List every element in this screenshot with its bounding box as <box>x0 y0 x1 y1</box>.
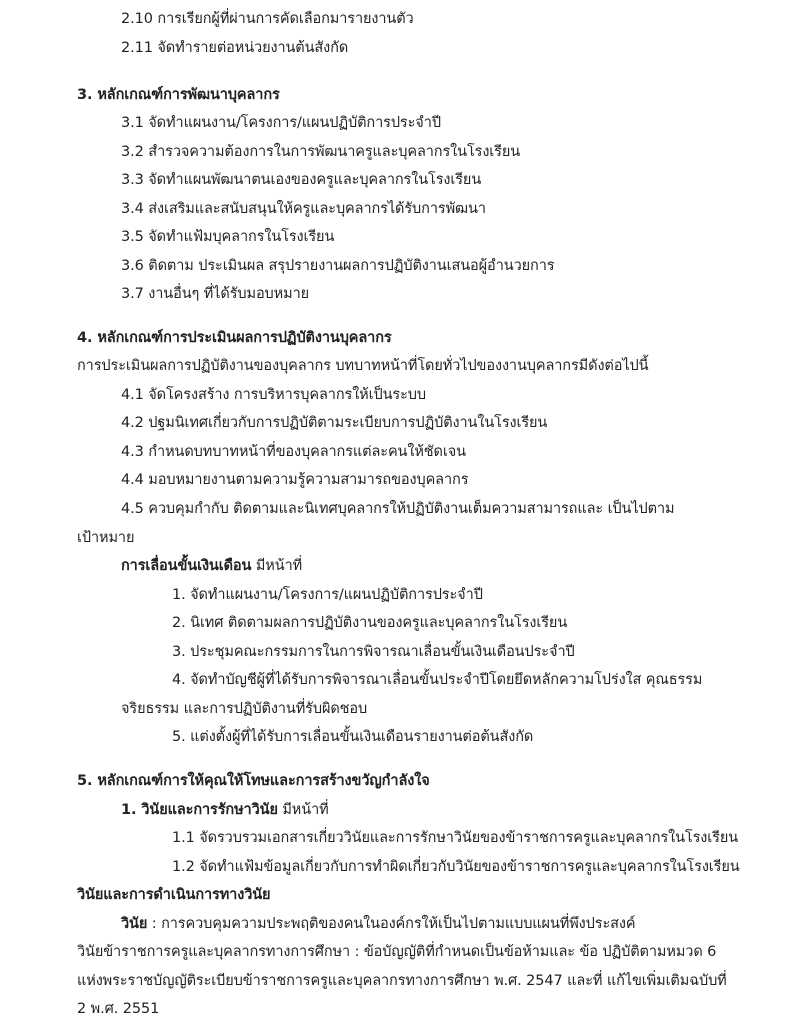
list-item: 4. จัดทำบัญชีผู้ที่ได้รับการพิจารณาเลื่อนขั้นประจำปีโดยยึดหลักความโปร่งใส คุณธรรม <box>172 672 703 688</box>
list-item: 2.10 การเรียกผู้ที่ผ่านการคัดเลือกมารายงานตัว <box>121 11 414 27</box>
list-item: 4.1 จัดโครงสร้าง การบริหารบุคลากรให้เป็นระบบ <box>121 387 426 403</box>
section-heading: วินัยและการดำเนินการทางวินัย <box>77 887 271 903</box>
list-item: 3. ประชุมคณะกรรมการในการพิจารณาเลื่อนขั้นเงินเดือนประจำปี <box>172 644 575 660</box>
list-item: 4.3 กำหนดบทบาทหน้าที่ของบุคลากรแต่ละคนให้ชัดเจน <box>121 444 466 460</box>
section-heading: 5. หลักเกณฑ์การให้คุณให้โทษและการสร้างขวัญกำลังใจ <box>77 773 430 789</box>
list-item: 3.7 งานอื่นๆ ที่ได้รับมอบหมาย <box>121 286 310 302</box>
list-item: 1.1 จัดรวบรวมเอกสารเกี่ยววินัยและการรักษาวินัยของข้าราชการครูและบุคลากรในโรงเรียน <box>172 830 739 846</box>
list-item: 1. จัดทำแผนงาน/โครงการ/แผนปฏิบัติการประจำปี <box>172 587 483 603</box>
list-item: 3.3 จัดทำแผนพัฒนาตนเองของครูและบุคลากรในโรงเรียน <box>121 172 482 188</box>
list-item: 5. แต่งตั้งผู้ที่ได้รับการเลื่อนขั้นเงินเดือนรายงานต่อต้นสังกัด <box>172 729 534 745</box>
list-item: 3.5 จัดทำแฟ้มบุคลากรในโรงเรียน <box>121 229 335 245</box>
list-item-continuation: จริยธรรม และการปฏิบัติงานที่รับผิดชอบ <box>121 701 368 717</box>
list-item: 4.2 ปฐมนิเทศเกี่ยวกับการปฏิบัติตามระเบียบการปฏิบัติงานในโรงเรียน <box>121 415 548 431</box>
section-heading: 3. หลักเกณฑ์การพัฒนาบุคลากร <box>77 87 280 103</box>
list-item: 3.6 ติดตาม ประเมินผล สรุปรายงานผลการปฏิบัติงานเสนอผู้อำนวยการ <box>121 258 555 274</box>
list-item: 2. นิเทศ ติดตามผลการปฏิบัติงานของครูและบุคลากรในโรงเรียน <box>172 615 568 631</box>
subsection-title: การเลื่อนขั้นเงินเดือน <box>121 558 252 574</box>
list-item: 3.1 จัดทำแผนงาน/โครงการ/แผนปฏิบัติการประจำปี <box>121 115 441 131</box>
paragraph: 2 พ.ศ. 2551 <box>77 1001 160 1017</box>
subsection-suffix: มีหน้าที่ <box>251 558 303 574</box>
definition <box>121 914 635 934</box>
paragraph: วินัยข้าราชการครูและบุคลากรทางการศึกษา : ข้อบัญญัติที่กำหนดเป็นข้อห้ามและ ข้อ ปฏิบัติตามหมวด 6 <box>77 944 717 960</box>
subsection-suffix: มีหน้าที่ <box>277 802 329 818</box>
list-item-continuation: เป้าหมาย <box>77 530 135 546</box>
list-item: 3.2 สำรวจความต้องการในการพัฒนาครูและบุคลากรในโรงเรียน <box>121 144 521 160</box>
list-item: 1.2 จัดทำแฟ้มข้อมูลเกี่ยวกับการทำผิดเกี่ยวกับวินัยของข้าราชการครูและบุคลากรในโรงเรียน <box>172 859 740 875</box>
definition-text: : การควบคุมความประพฤติของคนในองค์กรให้เป็นไปตามแบบแผนที่พึงประสงค์ <box>147 916 636 932</box>
list-item: 3.4 ส่งเสริมและสนับสนุนให้ครูและบุคลากรได้รับการพัฒนา <box>121 201 486 217</box>
list-item: 2.11 จัดทำรายต่อหน่วยงานต้นสังกัด <box>121 40 349 56</box>
subsection-title: 1. วินัยและการรักษาวินัย <box>121 802 278 818</box>
subsection-heading <box>121 800 329 820</box>
paragraph: แห่งพระราชบัญญัติระเบียบข้าราชการครูและบุคลากรทางการศึกษา พ.ศ. 2547 และที่ แก้ไขเพิ่มเติมฉบับที่ <box>77 973 727 989</box>
section-heading: 4. หลักเกณฑ์การประเมินผลการปฏิบัติงานบุคลากร <box>77 330 392 346</box>
list-item: 4.5 ควบคุมกำกับ ติดตามและนิเทศบุคลากรให้ปฏิบัติงานเต็มความสามารถและ เป็นไปตาม <box>121 501 675 517</box>
paragraph: การประเมินผลการปฏิบัติงานของบุคลากร บทบาทหน้าที่โดยทั่วไปของงานบุคลากรมีดังต่อไปนี้ <box>77 358 649 374</box>
list-item: 4.4 มอบหมายงานตามความรู้ความสามารถของบุคลากร <box>121 472 469 488</box>
definition-term: วินัย <box>121 916 148 932</box>
subsection-heading <box>121 556 302 576</box>
